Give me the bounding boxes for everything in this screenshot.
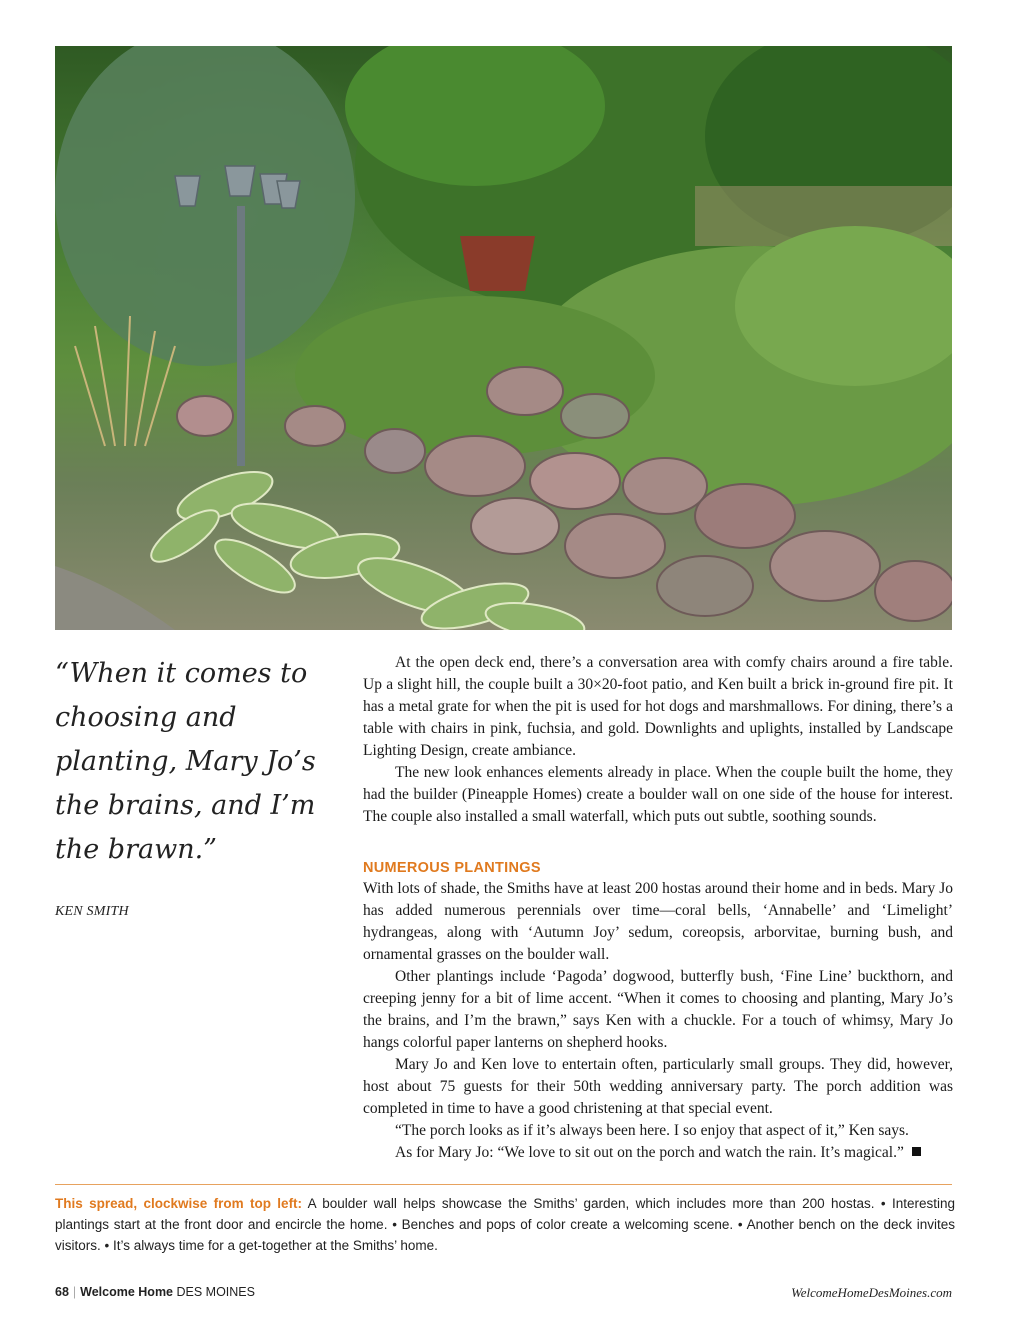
photo-caption (55, 1193, 955, 1256)
article-last-paragraph (363, 1142, 953, 1164)
article-body (363, 652, 953, 1164)
website-link[interactable]: WelcomeHomeDesMoines.com (791, 1285, 952, 1300)
caption-divider (55, 1184, 952, 1185)
section-subhead: NUMEROUS PLANTINGS (363, 860, 541, 876)
caption-text: A boulder wall helps showcase the Smiths’ garden, which includes more than 200 hostas. • Interesting plantings start at the front door and encircle the home. • Benches and pops of color create a welcoming scene. • Another bench on the deck invites visitors. • It’s always time for a get-together at the Smiths’ home. (55, 1196, 955, 1253)
page-number: 68 (55, 1285, 69, 1299)
article-paragraph: The new look enhances elements already in place. When the couple built the home, they had the builder (Pineapple Homes) create a boulder wall on one side of the house for interest. The couple also installed a small waterfall, which puts out subtle, soothing sounds. (363, 764, 953, 825)
magazine-city: DES MOINES (176, 1285, 255, 1299)
last-paragraph-text: As for Mary Jo: “We love to sit out on the porch and watch the rain. It’s magical.” (395, 1144, 904, 1161)
article-paragraph: “The porch looks as if it’s always been here. I so enjoy that aspect of it,” Ken says. (395, 1122, 909, 1139)
page-footer (55, 1285, 952, 1299)
end-mark-icon (912, 1147, 921, 1156)
caption-lead: This spread, clockwise from top left: (55, 1196, 303, 1211)
pull-quote-block (55, 652, 345, 920)
article-paragraph: With lots of shade, the Smiths have at least 200 hostas around their home and in beds. Mary Jo has added numerous perennials over time—coral bells, ‘Annabelle’ and ‘Limelight’ hydrangeas, along with ‘Autumn Joy’ sedum, coreopsis, arborvitae, burning bush, and ornamental grasses on the boulder wall. (363, 880, 953, 963)
article-paragraph: Other plantings include ‘Pagoda’ dogwood, butterfly bush, ‘Fine Line’ buckthorn, and creeping jenny for a bit of lime accent. “When it comes to choosing and planting, Mary Jo’s the brains, and I’m the brawn,” says Ken with a chuckle. For a touch of whimsy, Mary Jo hangs colorful paper lanterns on shepherd hooks. (363, 968, 953, 1051)
garden-photo (55, 46, 952, 630)
footer-separator: | (72, 1285, 77, 1299)
article-paragraph: At the open deck end, there’s a conversation area with comfy chairs around a fire table. Up a slight hill, the couple built a 30×20-foot patio, and Ken built a brick in-ground fire pit. It has a metal grate for when the pit is used for hot dogs and marshmallows. For dining, there’s a table with chairs in pink, fuchsia, and gold. Downlights and uplights, installed by Landscape Lighting Design, create ambiance. (363, 654, 953, 759)
pull-quote: “When it comes to choosing and planting, Mary Jo’s the brains, and I’m the brawn.” (55, 658, 316, 865)
magazine-brand: Welcome Home (80, 1285, 174, 1299)
garden-photo-illustration (55, 46, 952, 630)
pull-quote-author: KEN SMITH (55, 904, 129, 919)
article-paragraph: Mary Jo and Ken love to entertain often, particularly small groups. They did, however, host about 75 guests for their 50th wedding anniversary party. The porch addition was completed in time to have a good christening at that special event. (363, 1056, 953, 1117)
